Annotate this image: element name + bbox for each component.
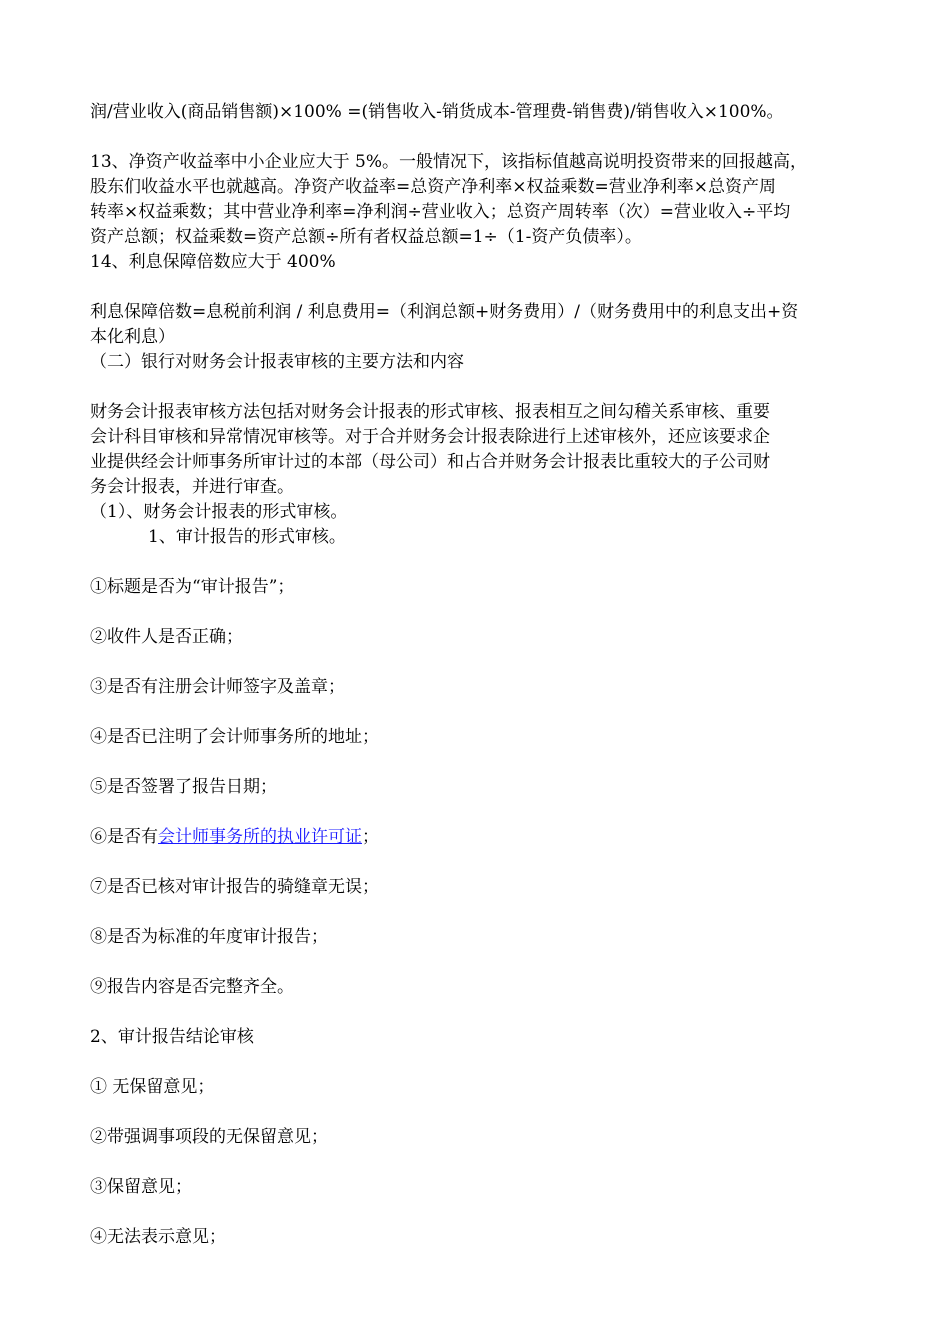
license-link[interactable]: 会计师事务所的执业许可证	[158, 827, 362, 847]
paragraph-line: 本化利息）	[90, 327, 175, 347]
list-item: ②收件人是否正确；	[90, 627, 243, 647]
paragraph-line: 资产总额；权益乘数=资产总额÷所有者权益总额=1÷（1-资产负债率）。	[90, 227, 642, 247]
list-item-suffix: ；	[362, 827, 379, 847]
list-item: ⑤是否签署了报告日期；	[90, 777, 277, 797]
paragraph-line: 转率×权益乘数；其中营业净利率=净利润÷营业收入；总资产周转率（次）=营业收入÷平均	[90, 202, 791, 222]
list-item: ⑧是否为标准的年度审计报告；	[90, 927, 328, 947]
list-item: ⑨报告内容是否完整齐全。	[90, 977, 294, 997]
list-item-prefix: ⑥是否有	[90, 827, 158, 847]
list-item: ③保留意见；	[90, 1177, 192, 1197]
paragraph-line: 润/营业收入(商品销售额)×100% =(销售收入-销货成本-管理费-销售费)/销售收入×100%。	[90, 102, 784, 122]
list-item: ①标题是否为“审计报告”；	[90, 577, 295, 597]
paragraph-line: 财务会计报表审核方法包括对财务会计报表的形式审核、报表相互之间勾稽关系审核、重要	[90, 402, 770, 422]
paragraph-line: 利息保障倍数=息税前利润 / 利息费用=（利润总额+财务费用）/（财务费用中的利息支出+资	[90, 302, 799, 322]
list-item: ④无法表示意见；	[90, 1227, 226, 1247]
list-item: ③是否有注册会计师签字及盖章；	[90, 677, 345, 697]
list-item: ④是否已注明了会计师事务所的地址；	[90, 727, 379, 747]
paragraph-line: 14、利息保障倍数应大于 400%	[90, 252, 336, 272]
paragraph-line: 务会计报表，并进行审查。	[90, 477, 294, 497]
paragraph-line: 会计科目审核和异常情况审核等。对于合并财务会计报表除进行上述审核外，还应该要求企	[90, 427, 770, 447]
paragraph-line: 股东们收益水平也就越高。净资产收益率=总资产净利率×权益乘数=营业净利率×总资产周	[90, 177, 776, 197]
list-item	[90, 825, 379, 849]
list-item: ⑦是否已核对审计报告的骑缝章无误；	[90, 877, 379, 897]
list-item: ②带强调事项段的无保留意见；	[90, 1127, 328, 1147]
paragraph-line: 13、净资产收益率中小企业应大于 5%。一般情况下，该指标值越高说明投资带来的回报越高，	[90, 152, 808, 172]
list-item: ① 无保留意见；	[90, 1077, 215, 1097]
section-heading: （二）银行对财务会计报表审核的主要方法和内容	[90, 352, 464, 372]
subsection-heading: （1）、财务会计报表的形式审核。	[90, 502, 348, 522]
subsection-heading: 1、审计报告的形式审核。	[148, 527, 346, 547]
section-heading: 2、审计报告结论审核	[90, 1027, 254, 1047]
paragraph-line: 业提供经会计师事务所审计过的本部（母公司）和占合并财务会计报表比重较大的子公司财	[90, 452, 770, 472]
